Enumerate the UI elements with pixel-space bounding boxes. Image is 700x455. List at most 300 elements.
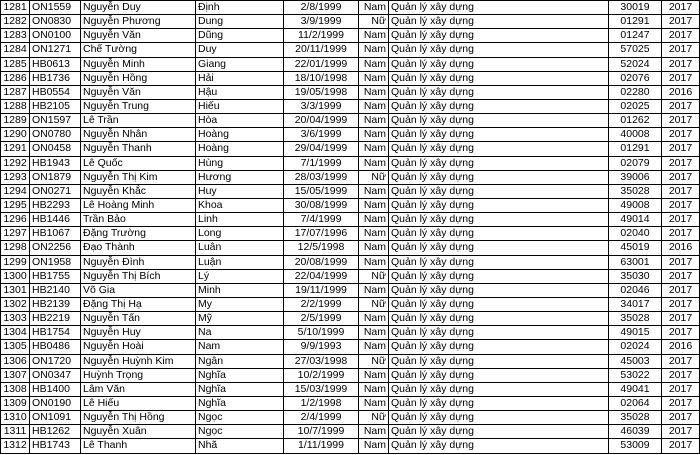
major-cell: Quản lý xây dựng (389, 85, 609, 99)
row-number-cell: 1282 (1, 15, 30, 29)
birth-date-cell: 3/3/1999 (284, 99, 359, 113)
surname-cell: Nguyễn Thị Bích (81, 269, 196, 283)
surname-cell: Nguyễn Hồng (81, 71, 196, 85)
student-id-cell: ON0347 (30, 368, 81, 382)
school-code-cell: 30019 (609, 1, 662, 15)
gender-cell: Nam (359, 283, 389, 297)
gender-cell: Nữ (359, 411, 389, 425)
row-number-cell: 1312 (1, 439, 30, 453)
year-cell: 2017 (662, 411, 700, 425)
student-id-cell: HB0554 (30, 85, 81, 99)
year-cell: 2017 (662, 283, 700, 297)
birth-date-cell: 19/11/1999 (284, 283, 359, 297)
birth-date-cell: 1/2/1998 (284, 396, 359, 410)
birth-date-cell: 22/04/1999 (284, 269, 359, 283)
student-id-cell: HB1067 (30, 227, 81, 241)
student-id-cell: ON0830 (30, 15, 81, 29)
gender-cell: Nam (359, 128, 389, 142)
school-code-cell: 53022 (609, 368, 662, 382)
row-number-cell: 1308 (1, 382, 30, 396)
surname-cell: Đặng Trường (81, 227, 196, 241)
birth-date-cell: 28/03/1999 (284, 170, 359, 184)
gender-cell: Nam (359, 99, 389, 113)
major-cell: Quản lý xây dựng (389, 142, 609, 156)
major-cell: Quản lý xây dựng (389, 411, 609, 425)
birth-date-cell: 20/04/1999 (284, 114, 359, 128)
school-code-cell: 53009 (609, 439, 662, 453)
major-cell: Quản lý xây dựng (389, 1, 609, 15)
surname-cell: Nguyễn Huỳnh Kim (81, 354, 196, 368)
birth-date-cell: 17/07/1996 (284, 227, 359, 241)
table-row (1, 425, 700, 439)
table-row (1, 283, 700, 297)
school-code-cell: 01291 (609, 142, 662, 156)
given-name-cell: Long (196, 227, 284, 241)
row-number-cell: 1310 (1, 411, 30, 425)
student-id-cell: ON1720 (30, 354, 81, 368)
row-number-cell: 1302 (1, 297, 30, 311)
surname-cell: Lê Thanh (81, 439, 196, 453)
table-row (1, 227, 700, 241)
year-cell: 2017 (662, 198, 700, 212)
year-cell: 2017 (662, 439, 700, 453)
year-cell: 2017 (662, 15, 700, 29)
student-id-cell: HB1262 (30, 425, 81, 439)
school-code-cell: 57025 (609, 43, 662, 57)
year-cell: 2017 (662, 354, 700, 368)
birth-date-cell: 2/2/1999 (284, 297, 359, 311)
gender-cell: Nữ (359, 170, 389, 184)
student-id-cell: HB2140 (30, 283, 81, 297)
school-code-cell: 01291 (609, 15, 662, 29)
student-id-cell: HB2293 (30, 198, 81, 212)
year-cell: 2017 (662, 227, 700, 241)
major-cell: Quản lý xây dựng (389, 425, 609, 439)
row-number-cell: 1296 (1, 213, 30, 227)
student-id-cell: ON0100 (30, 29, 81, 43)
school-code-cell: 34017 (609, 297, 662, 311)
major-cell: Quản lý xây dựng (389, 71, 609, 85)
birth-date-cell: 18/10/1998 (284, 71, 359, 85)
year-cell: 2017 (662, 326, 700, 340)
major-cell: Quản lý xây dựng (389, 439, 609, 453)
gender-cell: Nam (359, 156, 389, 170)
surname-cell: Lâm Văn (81, 382, 196, 396)
year-cell: 2017 (662, 114, 700, 128)
major-cell: Quản lý xây dựng (389, 57, 609, 71)
school-code-cell: 35028 (609, 184, 662, 198)
school-code-cell: 49008 (609, 198, 662, 212)
row-number-cell: 1295 (1, 198, 30, 212)
given-name-cell: Hương (196, 170, 284, 184)
gender-cell: Nam (359, 85, 389, 99)
student-id-cell: HB2139 (30, 297, 81, 311)
table-row (1, 57, 700, 71)
student-id-cell: HB1400 (30, 382, 81, 396)
student-id-cell: ON1559 (30, 1, 81, 15)
surname-cell: Nguyễn Đình (81, 255, 196, 269)
school-code-cell: 02046 (609, 283, 662, 297)
gender-cell: Nữ (359, 15, 389, 29)
given-name-cell: Nam (196, 340, 284, 354)
surname-cell: Nguyễn Văn (81, 29, 196, 43)
birth-date-cell: 11/2/1999 (284, 29, 359, 43)
year-cell: 2017 (662, 312, 700, 326)
given-name-cell: Hoàng (196, 142, 284, 156)
row-number-cell: 1303 (1, 312, 30, 326)
row-number-cell: 1306 (1, 354, 30, 368)
row-number-cell: 1293 (1, 170, 30, 184)
school-code-cell: 63001 (609, 255, 662, 269)
table-row (1, 241, 700, 255)
table-row (1, 354, 700, 368)
birth-date-cell: 2/4/1999 (284, 411, 359, 425)
table-row (1, 411, 700, 425)
given-name-cell: Luân (196, 241, 284, 255)
student-id-cell: HB0486 (30, 340, 81, 354)
birth-date-cell: 7/4/1999 (284, 213, 359, 227)
given-name-cell: Nghĩa (196, 382, 284, 396)
table-row (1, 15, 700, 29)
surname-cell: Võ Gia (81, 283, 196, 297)
row-number-cell: 1292 (1, 156, 30, 170)
gender-cell: Nam (359, 43, 389, 57)
birth-date-cell: 1/11/1999 (284, 439, 359, 453)
gender-cell: Nam (359, 198, 389, 212)
birth-date-cell: 15/05/1999 (284, 184, 359, 198)
gender-cell: Nam (359, 396, 389, 410)
student-id-cell: HB0613 (30, 57, 81, 71)
major-cell: Quản lý xây dựng (389, 382, 609, 396)
given-name-cell: Nghĩa (196, 396, 284, 410)
school-code-cell: 49015 (609, 326, 662, 340)
table-row (1, 198, 700, 212)
school-code-cell: 02076 (609, 71, 662, 85)
student-id-cell: HB1446 (30, 213, 81, 227)
table-row (1, 340, 700, 354)
given-name-cell: Khoa (196, 198, 284, 212)
year-cell: 2017 (662, 142, 700, 156)
gender-cell: Nam (359, 340, 389, 354)
surname-cell: Nguyễn Huy (81, 326, 196, 340)
surname-cell: Nguyễn Hoài (81, 340, 196, 354)
surname-cell: Lê Hiếu (81, 396, 196, 410)
gender-cell: Nam (359, 227, 389, 241)
school-code-cell: 49014 (609, 213, 662, 227)
gender-cell: Nữ (359, 354, 389, 368)
school-code-cell: 02079 (609, 156, 662, 170)
table-row (1, 255, 700, 269)
school-code-cell: 02024 (609, 340, 662, 354)
given-name-cell: Hậu (196, 85, 284, 99)
student-id-cell: HB1755 (30, 269, 81, 283)
given-name-cell: Hiếu (196, 99, 284, 113)
year-cell: 2017 (662, 1, 700, 15)
school-code-cell: 45003 (609, 354, 662, 368)
birth-date-cell: 5/10/1999 (284, 326, 359, 340)
birth-date-cell: 2/8/1999 (284, 1, 359, 15)
major-cell: Quản lý xây dựng (389, 128, 609, 142)
birth-date-cell: 2/5/1999 (284, 312, 359, 326)
row-number-cell: 1290 (1, 128, 30, 142)
gender-cell: Nam (359, 57, 389, 71)
gender-cell: Nam (359, 29, 389, 43)
student-id-cell: HB1743 (30, 439, 81, 453)
given-name-cell: Dũng (196, 29, 284, 43)
year-cell: 2017 (662, 57, 700, 71)
student-id-cell: ON1958 (30, 255, 81, 269)
row-number-cell: 1283 (1, 29, 30, 43)
given-name-cell: Ngọc (196, 425, 284, 439)
gender-cell: Nam (359, 368, 389, 382)
row-number-cell: 1287 (1, 85, 30, 99)
given-name-cell: Huy (196, 184, 284, 198)
birth-date-cell: 10/7/1999 (284, 425, 359, 439)
given-name-cell: Linh (196, 213, 284, 227)
school-code-cell: 01247 (609, 29, 662, 43)
table-row (1, 439, 700, 453)
birth-date-cell: 20/11/1999 (284, 43, 359, 57)
given-name-cell: Minh (196, 283, 284, 297)
given-name-cell: Hòa (196, 114, 284, 128)
year-cell: 2017 (662, 368, 700, 382)
table-row (1, 382, 700, 396)
birth-date-cell: 10/2/1999 (284, 368, 359, 382)
gender-cell: Nam (359, 382, 389, 396)
given-name-cell: Hùng (196, 156, 284, 170)
table-row (1, 29, 700, 43)
gender-cell: Nam (359, 312, 389, 326)
year-cell: 2017 (662, 71, 700, 85)
student-id-cell: ON0190 (30, 396, 81, 410)
major-cell: Quản lý xây dựng (389, 368, 609, 382)
given-name-cell: Lý (196, 269, 284, 283)
table-row (1, 1, 700, 15)
surname-cell: Nguyễn Khắc (81, 184, 196, 198)
year-cell: 2017 (662, 99, 700, 113)
surname-cell: Nguyễn Thanh (81, 142, 196, 156)
birth-date-cell: 22/01/1999 (284, 57, 359, 71)
major-cell: Quản lý xây dựng (389, 312, 609, 326)
surname-cell: Nguyễn Minh (81, 57, 196, 71)
table-row (1, 142, 700, 156)
birth-date-cell: 19/05/1998 (284, 85, 359, 99)
given-name-cell: Định (196, 1, 284, 15)
major-cell: Quản lý xây dựng (389, 227, 609, 241)
surname-cell: Nguyễn Xuân (81, 425, 196, 439)
row-number-cell: 1307 (1, 368, 30, 382)
gender-cell: Nữ (359, 297, 389, 311)
row-number-cell: 1281 (1, 1, 30, 15)
year-cell: 2016 (662, 340, 700, 354)
school-code-cell: 02064 (609, 396, 662, 410)
surname-cell: Huỳnh Trọng (81, 368, 196, 382)
given-name-cell: Duy (196, 43, 284, 57)
year-cell: 2017 (662, 213, 700, 227)
school-code-cell: 39006 (609, 170, 662, 184)
row-number-cell: 1297 (1, 227, 30, 241)
given-name-cell: Luận (196, 255, 284, 269)
surname-cell: Nguyễn Văn (81, 85, 196, 99)
gender-cell: Nữ (359, 269, 389, 283)
table-row (1, 43, 700, 57)
school-code-cell: 46039 (609, 425, 662, 439)
given-name-cell: Hoàng (196, 128, 284, 142)
table-row (1, 326, 700, 340)
given-name-cell: Dung (196, 15, 284, 29)
major-cell: Quản lý xây dựng (389, 99, 609, 113)
table-row (1, 156, 700, 170)
table-row (1, 85, 700, 99)
major-cell: Quản lý xây dựng (389, 354, 609, 368)
major-cell: Quản lý xây dựng (389, 213, 609, 227)
surname-cell: Đặng Thị Hạ (81, 297, 196, 311)
surname-cell: Đạo Thành (81, 241, 196, 255)
birth-date-cell: 29/04/1999 (284, 142, 359, 156)
gender-cell: Nam (359, 326, 389, 340)
student-id-cell: ON1879 (30, 170, 81, 184)
year-cell: 2017 (662, 425, 700, 439)
school-code-cell: 40008 (609, 128, 662, 142)
school-code-cell: 52024 (609, 57, 662, 71)
birth-date-cell: 20/08/1999 (284, 255, 359, 269)
birth-date-cell: 3/9/1999 (284, 15, 359, 29)
birth-date-cell: 3/6/1999 (284, 128, 359, 142)
student-id-cell: HB2105 (30, 99, 81, 113)
major-cell: Quản lý xây dựng (389, 283, 609, 297)
row-number-cell: 1289 (1, 114, 30, 128)
surname-cell: Nguyễn Duy (81, 1, 196, 15)
given-name-cell: Ngọc (196, 411, 284, 425)
major-cell: Quản lý xây dựng (389, 43, 609, 57)
gender-cell: Nam (359, 184, 389, 198)
major-cell: Quản lý xây dựng (389, 156, 609, 170)
given-name-cell: Nghĩa (196, 368, 284, 382)
surname-cell: Nguyễn Phương (81, 15, 196, 29)
major-cell: Quản lý xây dựng (389, 241, 609, 255)
birth-date-cell: 30/08/1999 (284, 198, 359, 212)
table-row (1, 396, 700, 410)
year-cell: 2017 (662, 184, 700, 198)
surname-cell: Lê Trần (81, 114, 196, 128)
year-cell: 2017 (662, 29, 700, 43)
table-body (1, 1, 700, 454)
row-number-cell: 1294 (1, 184, 30, 198)
row-number-cell: 1284 (1, 43, 30, 57)
year-cell: 2017 (662, 128, 700, 142)
gender-cell: Nam (359, 142, 389, 156)
student-id-cell: ON1597 (30, 114, 81, 128)
major-cell: Quản lý xây dựng (389, 326, 609, 340)
school-code-cell: 02280 (609, 85, 662, 99)
table-row (1, 269, 700, 283)
student-id-cell: ON1091 (30, 411, 81, 425)
row-number-cell: 1299 (1, 255, 30, 269)
gender-cell: Nam (359, 255, 389, 269)
year-cell: 2017 (662, 382, 700, 396)
school-code-cell: 35030 (609, 269, 662, 283)
row-number-cell: 1304 (1, 326, 30, 340)
row-number-cell: 1309 (1, 396, 30, 410)
birth-date-cell: 15/03/1999 (284, 382, 359, 396)
student-id-cell: ON0458 (30, 142, 81, 156)
student-id-cell: ON0271 (30, 184, 81, 198)
birth-date-cell: 12/5/1998 (284, 241, 359, 255)
major-cell: Quản lý xây dựng (389, 114, 609, 128)
table-row (1, 114, 700, 128)
surname-cell: Nguyễn Thị Hồng (81, 411, 196, 425)
year-cell: 2017 (662, 396, 700, 410)
major-cell: Quản lý xây dựng (389, 184, 609, 198)
gender-cell: Nam (359, 114, 389, 128)
surname-cell: Chế Tường (81, 43, 196, 57)
major-cell: Quản lý xây dựng (389, 15, 609, 29)
school-code-cell: 45019 (609, 241, 662, 255)
year-cell: 2017 (662, 170, 700, 184)
student-id-cell: HB1736 (30, 71, 81, 85)
school-code-cell: 02025 (609, 99, 662, 113)
birth-date-cell: 7/1/1999 (284, 156, 359, 170)
birth-date-cell: 27/03/1998 (284, 354, 359, 368)
school-code-cell: 01262 (609, 114, 662, 128)
student-id-cell: ON0780 (30, 128, 81, 142)
row-number-cell: 1301 (1, 283, 30, 297)
row-number-cell: 1285 (1, 57, 30, 71)
year-cell: 2017 (662, 43, 700, 57)
row-number-cell: 1286 (1, 71, 30, 85)
birth-date-cell: 9/9/1993 (284, 340, 359, 354)
school-code-cell: 35028 (609, 411, 662, 425)
row-number-cell: 1291 (1, 142, 30, 156)
table-row (1, 312, 700, 326)
table-row (1, 99, 700, 113)
student-id-cell: HB1754 (30, 326, 81, 340)
student-id-cell: HB2219 (30, 312, 81, 326)
row-number-cell: 1288 (1, 99, 30, 113)
table-row (1, 213, 700, 227)
major-cell: Quản lý xây dựng (389, 29, 609, 43)
given-name-cell: Ngân (196, 354, 284, 368)
major-cell: Quản lý xây dựng (389, 269, 609, 283)
year-cell: 2017 (662, 156, 700, 170)
given-name-cell: Mỹ (196, 312, 284, 326)
surname-cell: Lê Hoàng Minh (81, 198, 196, 212)
school-code-cell: 35028 (609, 312, 662, 326)
student-id-cell: HB1943 (30, 156, 81, 170)
table-row (1, 297, 700, 311)
year-cell: 2016 (662, 85, 700, 99)
major-cell: Quản lý xây dựng (389, 396, 609, 410)
surname-cell: Trần Bảo (81, 213, 196, 227)
year-cell: 2017 (662, 269, 700, 283)
table-row (1, 170, 700, 184)
gender-cell: Nam (359, 213, 389, 227)
major-cell: Quản lý xây dựng (389, 255, 609, 269)
table-row (1, 71, 700, 85)
row-number-cell: 1305 (1, 340, 30, 354)
table-row (1, 184, 700, 198)
school-code-cell: 49041 (609, 382, 662, 396)
row-number-cell: 1298 (1, 241, 30, 255)
major-cell: Quản lý xây dựng (389, 297, 609, 311)
gender-cell: Nam (359, 1, 389, 15)
surname-cell: Nguyễn Tấn (81, 312, 196, 326)
surname-cell: Nguyễn Nhân (81, 128, 196, 142)
gender-cell: Nam (359, 425, 389, 439)
table-row (1, 128, 700, 142)
gender-cell: Nam (359, 71, 389, 85)
row-number-cell: 1300 (1, 269, 30, 283)
